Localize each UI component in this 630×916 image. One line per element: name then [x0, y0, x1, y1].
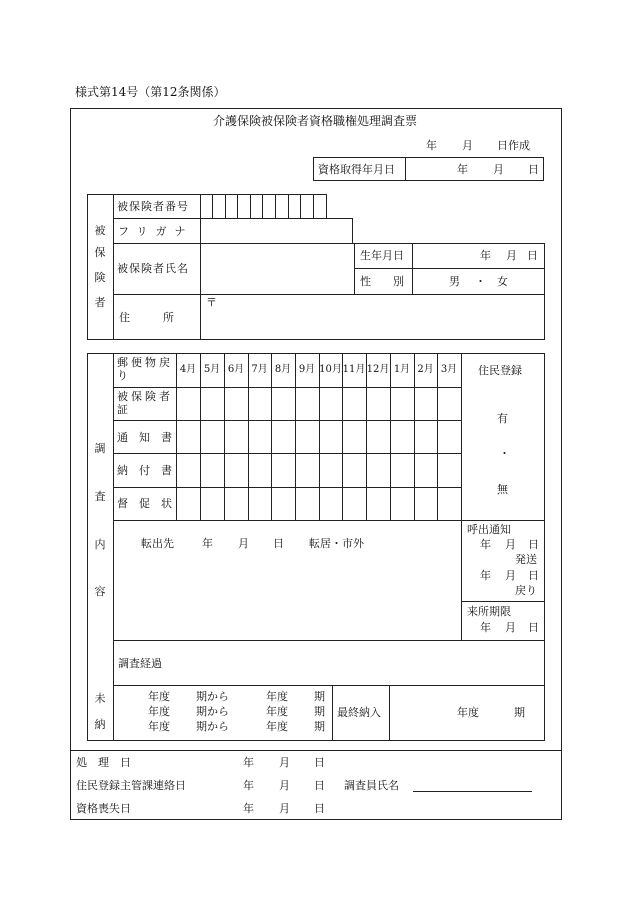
- postal-mark: 〒: [206, 296, 217, 309]
- loss-date-label: 資格喪失日: [76, 802, 131, 815]
- call-notice-sent: 発送: [515, 553, 537, 566]
- sex-option-female[interactable]: 女: [497, 275, 508, 288]
- address-label: 住 所: [119, 311, 174, 324]
- processing-date-label: 処 理 日: [76, 756, 131, 769]
- frame-bottom: [70, 819, 562, 820]
- moveout-label: 転出先: [141, 537, 174, 550]
- frame-top: [70, 108, 562, 109]
- month-header: 7月: [251, 364, 268, 375]
- month-header: 9月: [298, 364, 316, 375]
- process-label: 調査経過: [118, 657, 162, 670]
- sex-option-male[interactable]: 男: [449, 275, 460, 288]
- month-header: 4月: [179, 364, 197, 375]
- frame-left: [70, 108, 71, 820]
- insured-number-label: 被保険者番号: [117, 200, 189, 213]
- frame-right: [561, 108, 562, 820]
- acquisition-label: 資格取得年月日: [318, 163, 395, 176]
- month-header: 11月: [342, 364, 366, 375]
- birth-date-label: 生年月日: [360, 249, 404, 262]
- furigana-label: フリガナ: [118, 225, 194, 238]
- final-payment-label: 最終納入: [337, 706, 381, 719]
- investigator-signature-line[interactable]: [413, 791, 532, 792]
- moveout-note: 転居・市外: [309, 537, 364, 550]
- form-number: 様式第14号（第12条関係）: [75, 85, 226, 99]
- call-notice-returned: 戻り: [515, 584, 537, 597]
- visit-deadline-label: 来所期限: [467, 605, 511, 618]
- liaison-date-label: 住民登録主管課連絡日: [76, 779, 186, 792]
- insured-name-label: 被保険者氏名: [117, 262, 189, 275]
- sex-label: 性 別: [360, 275, 404, 288]
- month-header: 6月: [227, 364, 245, 375]
- row-label-notice: 通 知 書: [117, 431, 172, 444]
- resident-yes[interactable]: 有: [497, 412, 508, 425]
- form-title: 介護保険被保険者資格職権処理調査票: [212, 114, 417, 128]
- row-label-insurance-card: 被保険者証: [117, 390, 173, 416]
- footer-divider: [70, 750, 562, 751]
- month-header: 1月: [393, 364, 411, 375]
- resident-no[interactable]: 無: [497, 483, 508, 496]
- row-label-returned-mail: 郵便物戻り: [117, 356, 173, 382]
- month-header: 2月: [417, 364, 434, 375]
- month-header: 5月: [203, 364, 221, 375]
- month-header: 10月: [319, 364, 342, 375]
- investigator-label: 調査員氏名: [344, 779, 399, 792]
- month-header: 12月: [366, 364, 390, 375]
- resident-registration-label: 住民登録: [478, 364, 522, 377]
- month-header: 8月: [274, 364, 292, 375]
- call-notice-label: 呼出通知: [467, 523, 511, 536]
- row-label-reminder: 督 促 状: [117, 497, 172, 510]
- month-header: 3月: [440, 364, 458, 375]
- row-label-payment-slip: 納 付 書: [117, 464, 172, 477]
